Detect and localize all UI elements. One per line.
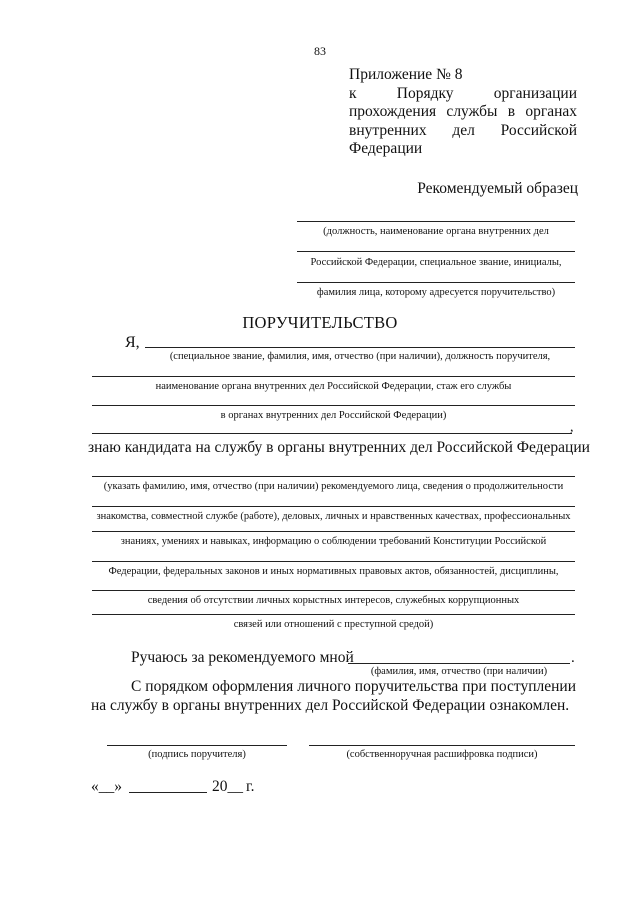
candidate-caption-5: сведения об отсутствии личных корыстных интересов, служебных коррупционных	[147, 595, 520, 606]
signature-caption: (подпись поручителя)	[148, 749, 246, 760]
vouch-line	[348, 663, 570, 664]
guarantor-caption-3: в органах внутренних дел Российской Федерации)	[220, 410, 447, 421]
date-month-line	[129, 792, 207, 793]
date-suffix: г.	[246, 778, 255, 795]
appendix-line-1: Приложение № 8	[349, 66, 463, 83]
guarantor-caption-1: (специальное звание, фамилия, имя, отчество (при наличии), должность поручителя,	[169, 351, 551, 362]
signature-decode-line	[309, 745, 575, 746]
addressee-line-1	[297, 221, 575, 222]
candidate-caption-6: связей или отношений с преступной средой)	[233, 619, 434, 630]
comma: ,	[570, 420, 574, 435]
appendix-block	[349, 66, 577, 159]
addressee-caption-2: Российской Федерации, специальное звание, инициалы,	[310, 257, 562, 268]
signature-line	[107, 745, 287, 746]
appendix-line-5: Федерации	[349, 140, 423, 157]
candidate-caption-4: Федерации, федеральных законов и иных нормативных правовых актов, обязанностей, дисциплины,	[108, 566, 559, 577]
appendix-line-3: прохождения службы в органах	[349, 103, 577, 120]
candidate-line-2	[92, 506, 575, 507]
candidate-line-5	[92, 590, 575, 591]
know-candidate-text: знаю кандидата на службу в органы внутренних дел Российской Федерации	[88, 439, 590, 456]
sample-label: Рекомендуемый образец	[417, 180, 578, 197]
candidate-caption-2: знакомства, совместной службе (работе), деловых, личных и нравственных качествах, профессиональных	[96, 511, 571, 522]
addressee-line-3	[297, 282, 575, 283]
familiar-line-1	[131, 678, 576, 696]
ya-label: Я,	[125, 334, 140, 351]
addressee-caption-1: (должность, наименование органа внутренних дел	[323, 226, 549, 237]
guarantor-line-2	[92, 376, 575, 377]
date-day: «__»	[91, 778, 122, 795]
addressee-caption-3: фамилия лица, которому адресуется поручительство)	[316, 287, 556, 298]
signature-decode-caption: (собственноручная расшифровка подписи)	[346, 749, 538, 760]
familiar-line-2: на службу в органы внутренних дел Российской Федерации ознакомлен.	[91, 697, 570, 714]
guarantor-caption-2: наименование органа внутренних дел Российской Федерации, стаж его службы	[155, 381, 512, 392]
candidate-caption-1: (указать фамилию, имя, отчество (при наличии) рекомендуемого лица, сведения о продолжительности	[103, 481, 564, 492]
appendix-line-2: к Порядку организации	[349, 84, 577, 102]
familiar-line-1-text: С порядком оформления личного поручительства при поступлении	[131, 678, 576, 695]
guarantor-line-3	[92, 405, 575, 406]
vouch-text: Ручаюсь за рекомендуемого мной	[131, 649, 354, 666]
addressee-line-2	[297, 251, 575, 252]
vouch-end: .	[571, 650, 575, 666]
vouch-caption: (фамилия, имя, отчество (при наличии)	[370, 666, 548, 677]
date-year: 20__	[212, 778, 243, 795]
document-title: ПОРУЧИТЕЛЬСТВО	[242, 313, 398, 332]
candidate-line-4	[92, 561, 575, 562]
page-number: 83	[314, 44, 326, 58]
guarantor-line-4	[92, 433, 572, 434]
candidate-line-1	[92, 476, 575, 477]
candidate-caption-3: знаниях, умениях и навыках, информацию о соблюдении требований Конституции Российской	[120, 536, 547, 547]
appendix-line-4: внутренних дел Российской	[349, 121, 577, 139]
candidate-line-6	[92, 614, 575, 615]
candidate-line-3	[92, 531, 575, 532]
guarantor-line-1	[145, 347, 575, 348]
